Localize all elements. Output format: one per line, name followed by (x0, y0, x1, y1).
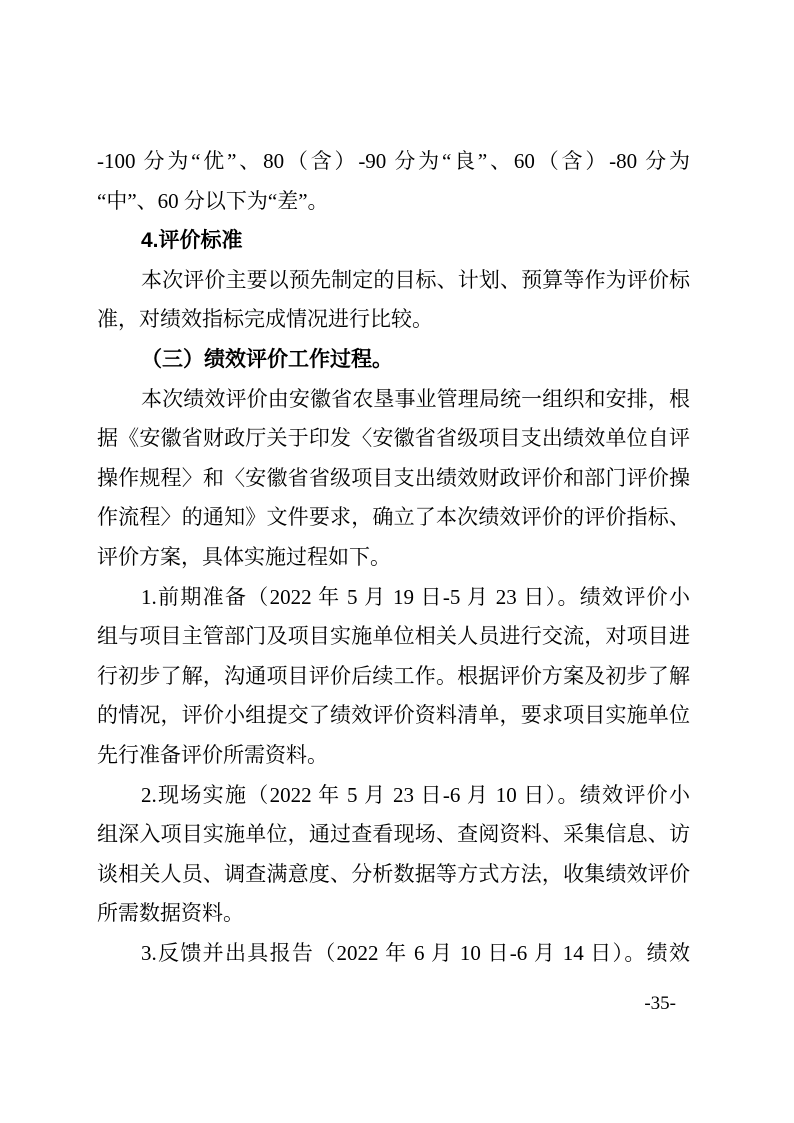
text-line-step2-onsite-1: 2.现场实施（2022 年 5 月 23 日-6 月 10 日）。绩效评价小 (141, 782, 690, 807)
text-line-process-intro-2: 据《安徽省财政厅关于印发〈安徽省省级项目支出绩效单位自评 (97, 426, 690, 451)
heading-evaluation-criteria: 4.评价标准 (141, 229, 243, 253)
text-line-step1-preparation-2: 组与项目主管部门及项目实施单位相关人员进行交流，对项目进 (97, 624, 690, 649)
text-line-score-ranges-2: “中”、60 分以下为“差”。 (97, 188, 329, 213)
text-line-criteria-1: 本次评价主要以预先制定的目标、计划、预算等作为评价标 (141, 267, 690, 292)
text-line-process-intro-5: 评价方案，具体实施过程如下。 (97, 544, 391, 569)
page-number: -35- (644, 993, 676, 1014)
document-body (97, 142, 690, 973)
text-line-step1-preparation-4: 的情况，评价小组提交了绩效评价资料清单，要求项目实施单位 (97, 703, 690, 728)
text-line-step1-preparation-5: 先行准备评价所需资料。 (97, 742, 328, 767)
text-line-score-ranges-1: -100 分为“优”、80（含）-90 分为“良”、60（含）-80 分为 (97, 149, 690, 173)
heading-evaluation-process: （三）绩效评价工作过程。 (141, 347, 393, 371)
text-line-step2-onsite-3: 谈相关人员、调查满意度、分析数据等方式方法，收集绩效评价 (97, 861, 690, 886)
text-line-step3-report-1: 3.反馈并出具报告（2022 年 6 月 10 日-6 月 14 日）。绩效 (141, 940, 690, 965)
text-line-step1-preparation-3: 行初步了解，沟通项目评价后续工作。根据评价方案及初步了解 (97, 663, 690, 688)
text-line-step2-onsite-2: 组深入项目实施单位，通过查看现场、查阅资料、采集信息、访 (97, 822, 690, 847)
text-line-process-intro-1: 本次绩效评价由安徽省农垦事业管理局统一组织和安排，根 (141, 386, 690, 411)
text-line-criteria-2: 准，对绩效指标完成情况进行比较。 (97, 307, 433, 332)
text-line-step2-onsite-4: 所需数据资料。 (97, 901, 244, 926)
text-line-process-intro-3: 操作规程〉和〈安徽省省级项目支出绩效财政评价和部门评价操 (97, 465, 690, 490)
text-line-process-intro-4: 作流程〉的通知》文件要求，确立了本次绩效评价的评价指标、 (97, 505, 690, 530)
text-line-step1-preparation-1: 1.前期准备（2022 年 5 月 19 日-5 月 23 日）。绩效评价小 (141, 584, 690, 609)
